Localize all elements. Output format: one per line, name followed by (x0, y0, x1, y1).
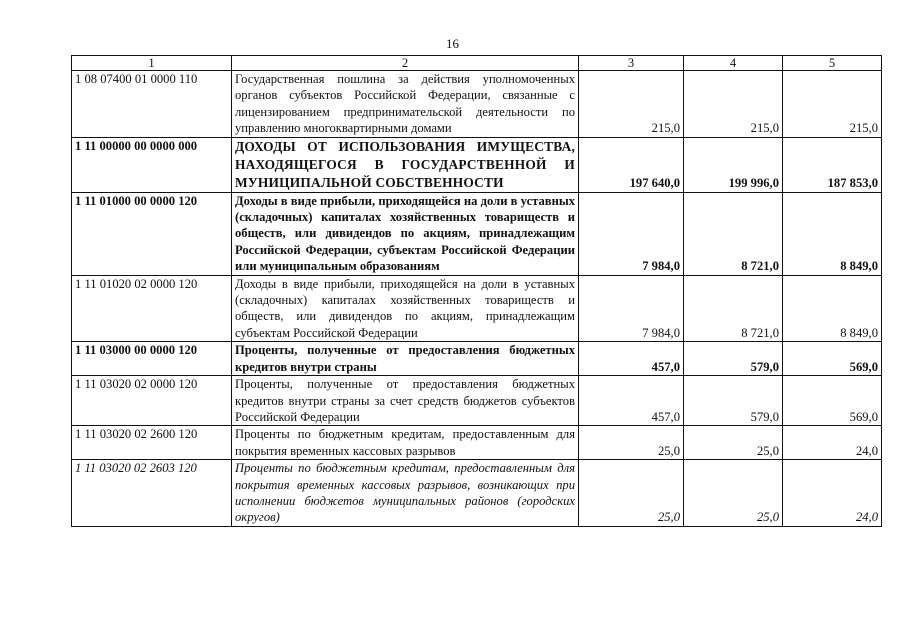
value-col-5: 8 849,0 (783, 192, 882, 275)
table-row (72, 275, 882, 342)
value-col-4: 579,0 (684, 342, 783, 376)
revenue-name: Проценты, полученные от предоставления бюджетных кредитов внутри страны за счет средств бюджетов субъектов Российской Федерации (232, 376, 579, 426)
value-col-5: 569,0 (783, 342, 882, 376)
value-col-5: 569,0 (783, 376, 882, 426)
header-row (72, 56, 882, 71)
value-col-3: 25,0 (579, 426, 684, 460)
kbk-code: 1 11 03020 02 2600 120 (72, 426, 232, 460)
value-col-4: 8 721,0 (684, 275, 783, 342)
table-row (72, 192, 882, 275)
page-number: 16 (446, 36, 459, 51)
header-col-1: 1 (72, 56, 232, 71)
header-col-3: 3 (579, 56, 684, 71)
kbk-code: 1 11 03020 02 2603 120 (72, 460, 232, 527)
value-col-3: 25,0 (579, 460, 684, 527)
value-col-5: 24,0 (783, 426, 882, 460)
header-col-4: 4 (684, 56, 783, 71)
kbk-code: 1 11 00000 00 0000 000 (72, 137, 232, 192)
table-row (72, 426, 882, 460)
revenue-table (71, 55, 882, 527)
table-row (72, 71, 882, 138)
revenue-name: Государственная пошлина за действия уполномоченных органов субъектов Российской Федерации, связанные с лицензированием предпринимательской деятельности по управлению многоквартирными домами (232, 71, 579, 138)
kbk-code: 1 11 03000 00 0000 120 (72, 342, 232, 376)
revenue-name: Доходы в виде прибыли, приходящейся на доли в уставных (складочных) капиталах хозяйственных товариществ и обществ, или дивидендов по акциям, принадлежащим Российской Федерации, субъектам Российской Федерации или муниципальным образованиям (232, 192, 579, 275)
kbk-code: 1 11 01000 00 0000 120 (72, 192, 232, 275)
revenue-name: Доходы в виде прибыли, приходящейся на доли в уставных (складочных) капиталах хозяйственных товариществ и обществ, или дивидендов по акциям, принадлежащим субъектам Российской Федерации (232, 275, 579, 342)
table-row (72, 342, 882, 376)
revenue-name: Проценты по бюджетным кредитам, предоставленным для покрытия временных кассовых разрывов, возникающих при исполнении бюджетов муниципальных районов (городских округов) (232, 460, 579, 527)
value-col-4: 199 996,0 (684, 137, 783, 192)
value-col-3: 457,0 (579, 342, 684, 376)
revenue-name: ДОХОДЫ ОТ ИСПОЛЬЗОВАНИЯ ИМУЩЕСТВА, НАХОДЯЩЕГОСЯ В ГОСУДАРСТВЕННОЙ И МУНИЦИПАЛЬНОЙ СОБСТВЕННОСТИ (232, 137, 579, 192)
header-col-5: 5 (783, 56, 882, 71)
kbk-code: 1 11 01020 02 0000 120 (72, 275, 232, 342)
value-col-5: 8 849,0 (783, 275, 882, 342)
value-col-3: 7 984,0 (579, 275, 684, 342)
value-col-4: 25,0 (684, 460, 783, 527)
value-col-4: 579,0 (684, 376, 783, 426)
value-col-5: 215,0 (783, 71, 882, 138)
value-col-3: 457,0 (579, 376, 684, 426)
revenue-name: Проценты, полученные от предоставления бюджетных кредитов внутри страны (232, 342, 579, 376)
revenue-name: Проценты по бюджетным кредитам, предоставленным для покрытия временных кассовых разрывов (232, 426, 579, 460)
value-col-3: 7 984,0 (579, 192, 684, 275)
table-row (72, 460, 882, 527)
value-col-5: 187 853,0 (783, 137, 882, 192)
kbk-code: 1 11 03020 02 0000 120 (72, 376, 232, 426)
value-col-4: 215,0 (684, 71, 783, 138)
kbk-code: 1 08 07400 01 0000 110 (72, 71, 232, 138)
table-row (72, 137, 882, 192)
table-row (72, 376, 882, 426)
header-col-2: 2 (232, 56, 579, 71)
value-col-5: 24,0 (783, 460, 882, 527)
value-col-4: 25,0 (684, 426, 783, 460)
value-col-4: 8 721,0 (684, 192, 783, 275)
value-col-3: 197 640,0 (579, 137, 684, 192)
value-col-3: 215,0 (579, 71, 684, 138)
